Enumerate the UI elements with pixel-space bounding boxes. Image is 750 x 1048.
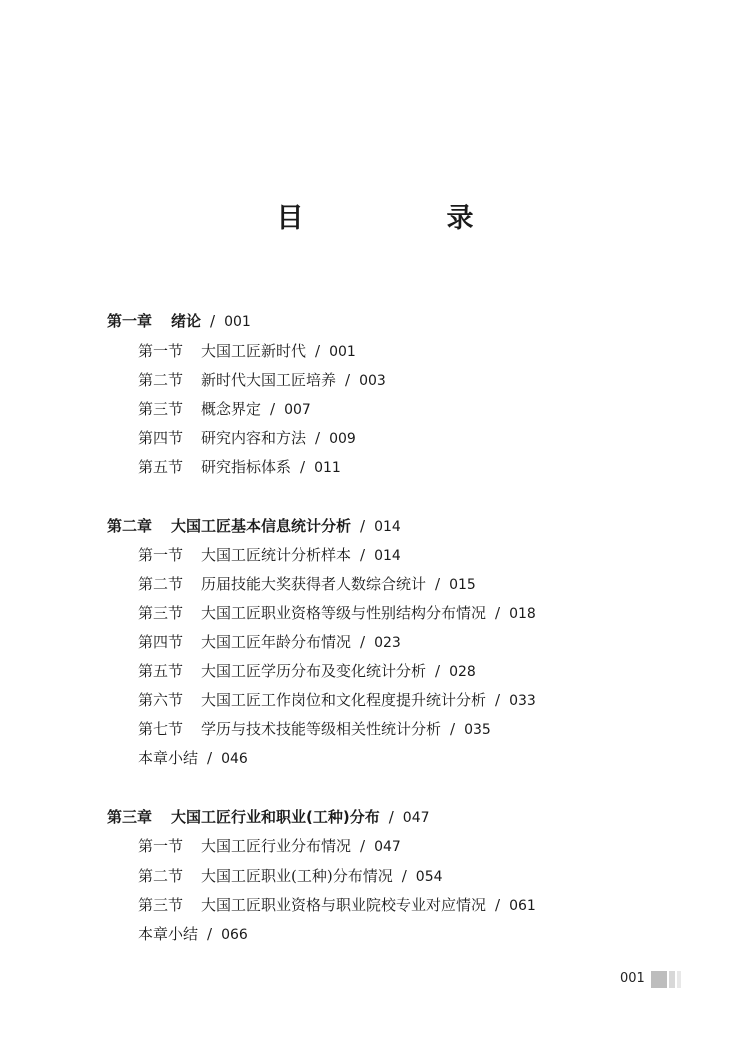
toc-entry-page: 047 [374, 839, 401, 855]
toc-entry-page: 011 [314, 460, 341, 476]
toc-chapter-entry[interactable] [107, 807, 430, 828]
toc-entry-label: 第三节 [138, 896, 184, 914]
toc-entry-title: 大国工匠基本信息统计分析 [171, 517, 352, 535]
toc-entry-separator: / [360, 517, 366, 535]
toc-entry-label: 第四节 [138, 429, 184, 447]
toc-entry-page: 015 [449, 577, 476, 593]
toc-entry-separator: / [495, 604, 501, 622]
toc-entry-page: 033 [509, 693, 536, 709]
toc-section-entry[interactable] [138, 924, 248, 945]
page-title: 目 录 [276, 203, 532, 234]
toc-section-entry[interactable] [138, 370, 386, 391]
toc-entry-label: 第三节 [138, 604, 184, 622]
toc-entry-page: 047 [402, 810, 430, 826]
toc-entry-title: 概念界定 [201, 400, 262, 418]
toc-section-entry[interactable] [138, 341, 356, 362]
toc-entry-page: 028 [449, 664, 476, 680]
page-tab-decoration-2 [669, 971, 675, 988]
toc-entry-page: 061 [509, 898, 536, 914]
toc-section-entry[interactable] [138, 661, 476, 682]
toc-entry-label: 第三章 [107, 808, 153, 826]
toc-entry-page: 066 [221, 927, 248, 943]
toc-entry-separator: / [360, 546, 366, 564]
toc-entry-title: 大国工匠职业(工种)分布情况 [201, 867, 393, 885]
toc-chapter-entry[interactable] [107, 516, 401, 537]
toc-entry-separator: / [315, 342, 321, 360]
toc-section-entry[interactable] [138, 836, 401, 857]
toc-chapter-entry[interactable] [107, 311, 251, 332]
toc-entry-title: 大国工匠工作岗位和文化程度提升统计分析 [201, 691, 487, 709]
toc-section-entry[interactable] [138, 632, 401, 653]
toc-entry-separator: / [300, 458, 306, 476]
toc-entry-title: 大国工匠学历分布及变化统计分析 [201, 662, 427, 680]
toc-entry-title: 新时代大国工匠培养 [201, 371, 337, 389]
toc-entry-label: 第五节 [138, 458, 184, 476]
toc-entry-separator: / [207, 749, 213, 767]
toc-entry-page: 046 [221, 751, 248, 767]
toc-entry-separator: / [210, 312, 216, 330]
toc-entry-title: 大国工匠职业资格与职业院校专业对应情况 [201, 896, 487, 914]
toc-entry-title: 本章小结 [138, 925, 199, 943]
toc-section-entry[interactable] [138, 719, 491, 740]
toc-entry-page: 023 [374, 635, 401, 651]
toc-entry-separator: / [495, 896, 501, 914]
toc-entry-separator: / [450, 720, 456, 738]
toc-entry-title: 大国工匠统计分析样本 [201, 546, 352, 564]
toc-entry-label: 第五节 [138, 662, 184, 680]
toc-entry-page: 001 [224, 314, 251, 330]
toc-entry-page: 003 [359, 373, 386, 389]
toc-entry-label: 第三节 [138, 400, 184, 418]
toc-section-entry[interactable] [138, 428, 356, 449]
toc-entry-separator: / [435, 662, 441, 680]
toc-entry-title: 大国工匠行业分布情况 [201, 837, 352, 855]
toc-section-entry[interactable] [138, 545, 401, 566]
toc-section-entry[interactable] [138, 690, 536, 711]
page-tab-decoration [651, 971, 667, 988]
toc-entry-separator: / [207, 925, 213, 943]
page-number: 001 [620, 971, 645, 986]
toc-section-entry[interactable] [138, 866, 443, 887]
toc-entry-title: 大国工匠新时代 [201, 342, 307, 360]
toc-entry-label: 第一节 [138, 546, 184, 564]
toc-entry-separator: / [315, 429, 321, 447]
toc-section-entry[interactable] [138, 895, 536, 916]
toc-entry-label: 第四节 [138, 633, 184, 651]
toc-entry-separator: / [435, 575, 441, 593]
toc-entry-page: 035 [464, 722, 491, 738]
toc-entry-title: 本章小结 [138, 749, 199, 767]
toc-section-entry[interactable] [138, 574, 476, 595]
toc-entry-label: 第二章 [107, 517, 153, 535]
toc-entry-page: 001 [329, 344, 356, 360]
toc-entry-title: 研究指标体系 [201, 458, 292, 476]
toc-entry-separator: / [360, 837, 366, 855]
toc-entry-page: 014 [374, 548, 401, 564]
toc-entry-separator: / [495, 691, 501, 709]
toc-section-entry[interactable] [138, 748, 248, 769]
toc-entry-title: 大国工匠年龄分布情况 [201, 633, 352, 651]
page-footer [620, 970, 681, 988]
toc-section-entry[interactable] [138, 399, 311, 420]
toc-entry-separator: / [270, 400, 276, 418]
toc-entry-title: 学历与技术技能等级相关性统计分析 [201, 720, 442, 738]
toc-entry-title: 大国工匠职业资格等级与性别结构分布情况 [201, 604, 487, 622]
toc-entry-label: 第七节 [138, 720, 184, 738]
toc-entry-page: 007 [284, 402, 311, 418]
toc-entry-separator: / [360, 633, 366, 651]
toc-entry-separator: / [401, 867, 407, 885]
toc-entry-title: 历届技能大奖获得者人数综合统计 [201, 575, 427, 593]
toc-entry-label: 第一节 [138, 342, 184, 360]
toc-entry-title: 绪论 [171, 312, 202, 330]
toc-entry-title: 研究内容和方法 [201, 429, 307, 447]
toc-entry-page: 018 [509, 606, 536, 622]
toc-entry-page: 009 [329, 431, 356, 447]
toc-entry-title: 大国工匠行业和职业(工种)分布 [171, 808, 380, 826]
toc-entry-label: 第二节 [138, 575, 184, 593]
toc-entry-page: 054 [415, 869, 443, 885]
toc-section-entry[interactable] [138, 603, 536, 624]
toc-entry-label: 第一章 [107, 312, 153, 330]
page-tab-decoration-3 [677, 971, 681, 988]
toc-entry-label: 第一节 [138, 837, 184, 855]
toc-entry-page: 014 [374, 519, 401, 535]
toc-section-entry[interactable] [138, 457, 341, 478]
toc-entry-separator: / [388, 808, 394, 826]
toc-entry-label: 第二节 [138, 371, 184, 389]
toc-entry-separator: / [345, 371, 351, 389]
toc-entry-label: 第二节 [138, 867, 184, 885]
toc-entry-label: 第六节 [138, 691, 184, 709]
